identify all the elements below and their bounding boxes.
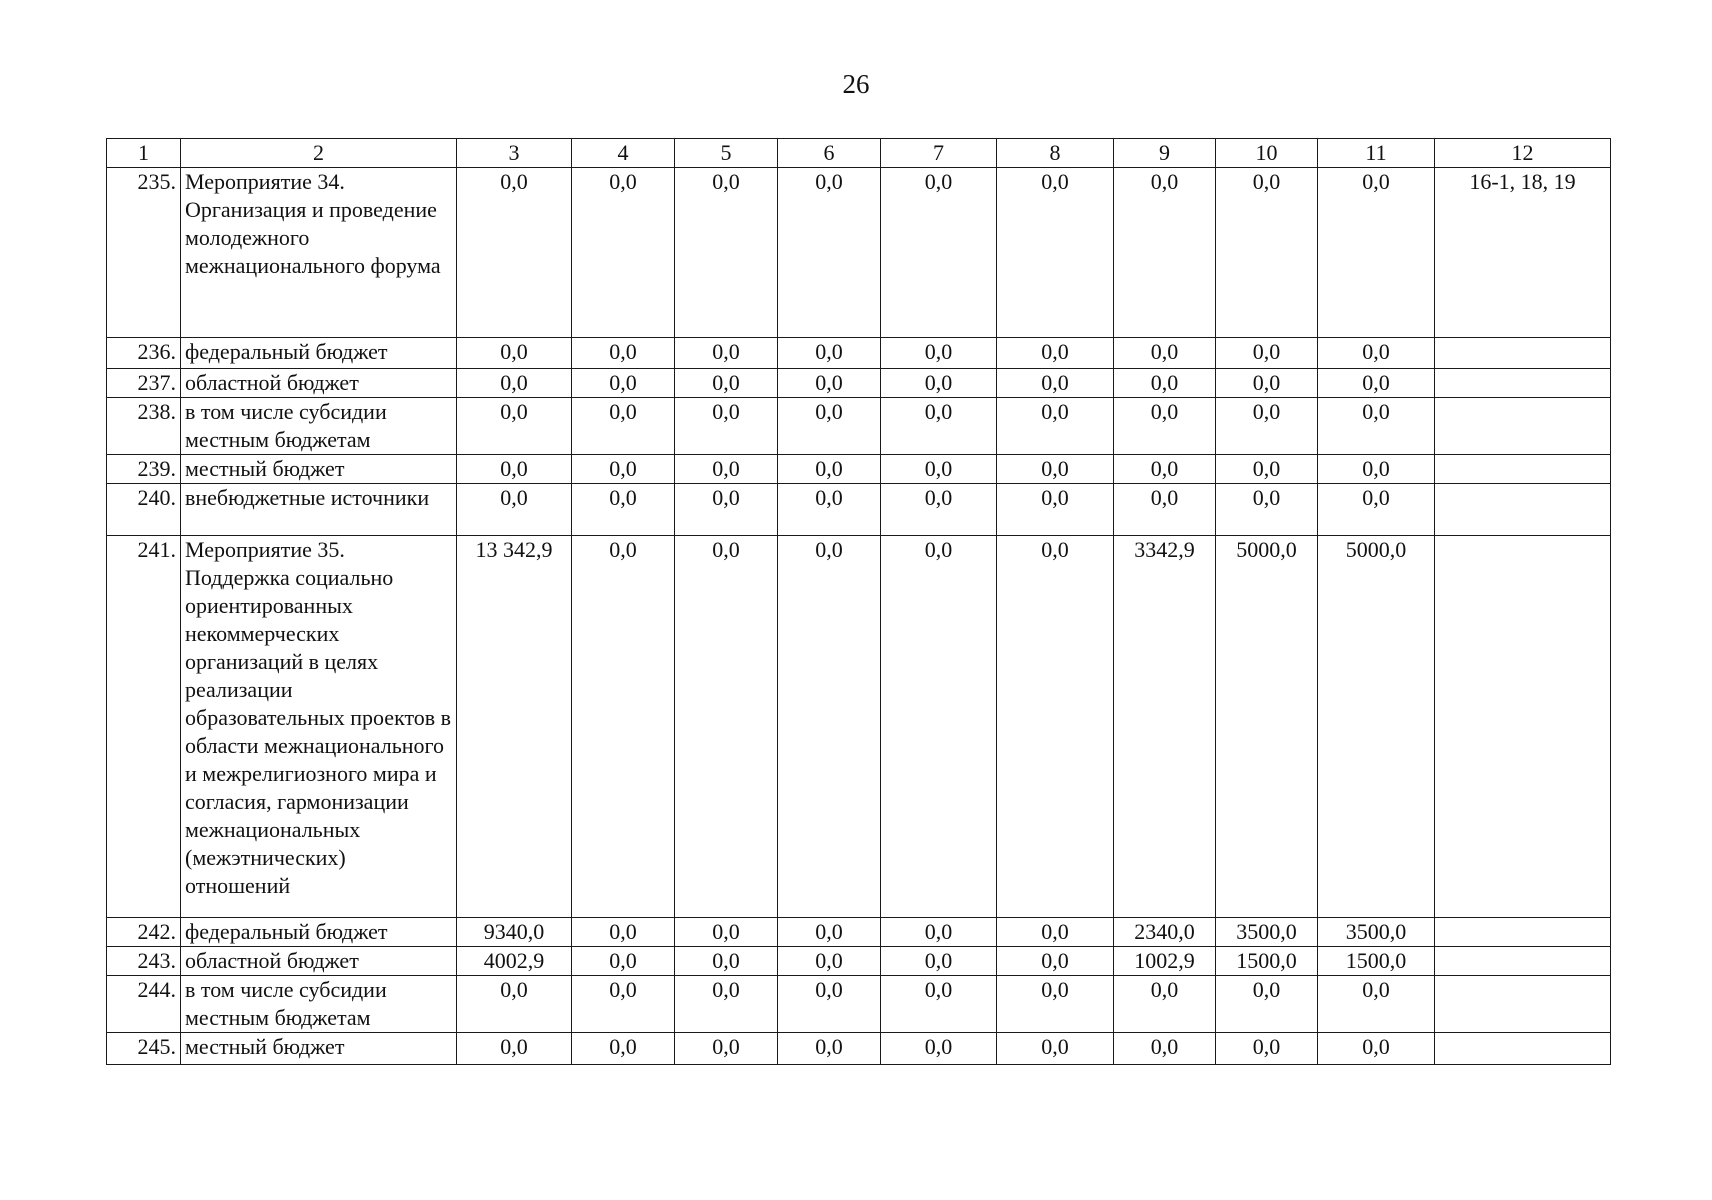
row-name: федеральный бюджет [181,918,457,947]
value-cell: 0,0 [572,947,675,976]
value-cell: 0,0 [675,455,778,484]
value-cell: 0,0 [778,947,881,976]
column-header: 11 [1318,139,1435,168]
value-cell: 0,0 [675,168,778,338]
value-cell: 0,0 [778,918,881,947]
row-number: 242. [107,918,181,947]
value-cell: 0,0 [881,536,997,918]
value-cell: 0,0 [675,976,778,1033]
value-cell: 3500,0 [1216,918,1318,947]
column-header: 4 [572,139,675,168]
value-cell: 0,0 [457,168,572,338]
value-cell: 0,0 [572,976,675,1033]
row-name: внебюджетные источники [181,484,457,536]
reference-cell: 16-1, 18, 19 [1435,168,1611,338]
value-cell: 0,0 [778,398,881,455]
column-header: 9 [1114,139,1216,168]
value-cell: 0,0 [997,484,1114,536]
value-cell: 1500,0 [1318,947,1435,976]
reference-cell [1435,976,1611,1033]
table-row [107,947,1611,976]
value-cell: 0,0 [675,369,778,398]
value-cell: 0,0 [675,484,778,536]
value-cell: 9340,0 [457,918,572,947]
value-cell: 0,0 [997,1033,1114,1065]
value-cell: 0,0 [1318,1033,1435,1065]
row-number: 236. [107,338,181,369]
value-cell: 0,0 [1318,369,1435,398]
column-header: 2 [181,139,457,168]
row-name: в том числе субсидии местным бюджетам [181,976,457,1033]
value-cell: 0,0 [675,398,778,455]
value-cell: 0,0 [1318,976,1435,1033]
column-header: 5 [675,139,778,168]
value-cell: 0,0 [1114,369,1216,398]
value-cell: 0,0 [1114,168,1216,338]
value-cell: 0,0 [778,168,881,338]
value-cell: 0,0 [675,1033,778,1065]
value-cell: 0,0 [1216,338,1318,369]
value-cell: 0,0 [1216,398,1318,455]
table-row [107,168,1611,338]
column-header: 8 [997,139,1114,168]
table-row [107,536,1611,918]
value-cell: 0,0 [997,168,1114,338]
value-cell: 0,0 [572,484,675,536]
column-header: 7 [881,139,997,168]
value-cell: 0,0 [997,338,1114,369]
value-cell: 0,0 [1114,484,1216,536]
value-cell: 0,0 [572,455,675,484]
row-name: местный бюджет [181,455,457,484]
value-cell: 0,0 [881,976,997,1033]
value-cell: 0,0 [997,976,1114,1033]
value-cell: 0,0 [572,369,675,398]
value-cell: 0,0 [457,484,572,536]
reference-cell [1435,947,1611,976]
value-cell: 0,0 [778,455,881,484]
column-header: 1 [107,139,181,168]
value-cell: 0,0 [881,338,997,369]
value-cell: 0,0 [778,536,881,918]
row-number: 239. [107,455,181,484]
page-number: 26 [842,69,870,99]
value-cell: 0,0 [997,947,1114,976]
value-cell: 0,0 [1216,1033,1318,1065]
row-name: местный бюджет [181,1033,457,1065]
reference-cell [1435,484,1611,536]
table-row [107,455,1611,484]
value-cell: 0,0 [572,398,675,455]
row-name: областной бюджет [181,947,457,976]
table-row [107,918,1611,947]
budget-table [106,138,1611,1065]
value-cell: 0,0 [997,455,1114,484]
table-row [107,338,1611,369]
value-cell: 0,0 [997,398,1114,455]
value-cell: 5000,0 [1318,536,1435,918]
value-cell: 0,0 [1114,976,1216,1033]
value-cell: 1002,9 [1114,947,1216,976]
value-cell: 0,0 [457,369,572,398]
table-body [107,168,1611,1065]
value-cell: 0,0 [997,369,1114,398]
column-header: 12 [1435,139,1611,168]
table-row [107,976,1611,1033]
value-cell: 0,0 [881,918,997,947]
value-cell: 0,0 [881,1033,997,1065]
value-cell: 0,0 [778,1033,881,1065]
reference-cell [1435,918,1611,947]
value-cell: 0,0 [1216,484,1318,536]
value-cell: 0,0 [881,168,997,338]
row-number: 244. [107,976,181,1033]
row-number: 245. [107,1033,181,1065]
column-header: 6 [778,139,881,168]
value-cell: 0,0 [881,455,997,484]
value-cell: 0,0 [1114,455,1216,484]
value-cell: 0,0 [457,338,572,369]
value-cell: 0,0 [778,338,881,369]
column-number-row [107,139,1611,168]
value-cell: 0,0 [1318,455,1435,484]
value-cell: 0,0 [1318,338,1435,369]
value-cell: 0,0 [572,918,675,947]
value-cell: 0,0 [1216,168,1318,338]
reference-cell [1435,536,1611,918]
reference-cell [1435,1033,1611,1065]
value-cell: 0,0 [1216,455,1318,484]
row-number: 240. [107,484,181,536]
value-cell: 3342,9 [1114,536,1216,918]
table-row [107,484,1611,536]
column-header: 10 [1216,139,1318,168]
value-cell: 0,0 [1114,398,1216,455]
value-cell: 0,0 [1114,1033,1216,1065]
reference-cell [1435,338,1611,369]
row-number: 241. [107,536,181,918]
value-cell: 3500,0 [1318,918,1435,947]
table-row [107,1033,1611,1065]
value-cell: 0,0 [1114,338,1216,369]
value-cell: 0,0 [881,398,997,455]
value-cell: 0,0 [881,947,997,976]
value-cell: 0,0 [675,947,778,976]
value-cell: 2340,0 [1114,918,1216,947]
row-name: Мероприятие 34. Организация и проведение молодежного межнационального форума [181,168,457,338]
value-cell: 0,0 [457,976,572,1033]
row-number: 243. [107,947,181,976]
column-header: 3 [457,139,572,168]
row-name: в том числе субсидии местным бюджетам [181,398,457,455]
value-cell: 0,0 [675,338,778,369]
table-row [107,398,1611,455]
value-cell: 0,0 [457,1033,572,1065]
value-cell: 0,0 [572,168,675,338]
value-cell: 1500,0 [1216,947,1318,976]
value-cell: 0,0 [1318,484,1435,536]
value-cell: 0,0 [1216,976,1318,1033]
value-cell: 0,0 [881,369,997,398]
reference-cell [1435,398,1611,455]
value-cell: 0,0 [572,338,675,369]
value-cell: 0,0 [572,536,675,918]
reference-cell [1435,369,1611,398]
value-cell: 0,0 [997,536,1114,918]
value-cell: 4002,9 [457,947,572,976]
value-cell: 0,0 [675,918,778,947]
value-cell: 0,0 [675,536,778,918]
row-name: Мероприятие 35. Поддержка социально ориентированных некоммерческих организаций в целях реализации образовательных проектов в области межнационального и межрелигиозного мира и согласия, гармонизации межнациональных (межэтнических) отношений [181,536,457,918]
row-number: 238. [107,398,181,455]
value-cell: 13 342,9 [457,536,572,918]
value-cell: 0,0 [778,976,881,1033]
value-cell: 5000,0 [1216,536,1318,918]
value-cell: 0,0 [457,455,572,484]
value-cell: 0,0 [778,484,881,536]
value-cell: 0,0 [881,484,997,536]
row-number: 235. [107,168,181,338]
value-cell: 0,0 [1318,398,1435,455]
value-cell: 0,0 [572,1033,675,1065]
value-cell: 0,0 [997,918,1114,947]
row-number: 237. [107,369,181,398]
row-name: федеральный бюджет [181,338,457,369]
value-cell: 0,0 [1216,369,1318,398]
value-cell: 0,0 [457,398,572,455]
table-row [107,369,1611,398]
value-cell: 0,0 [778,369,881,398]
reference-cell [1435,455,1611,484]
row-name: областной бюджет [181,369,457,398]
value-cell: 0,0 [1318,168,1435,338]
